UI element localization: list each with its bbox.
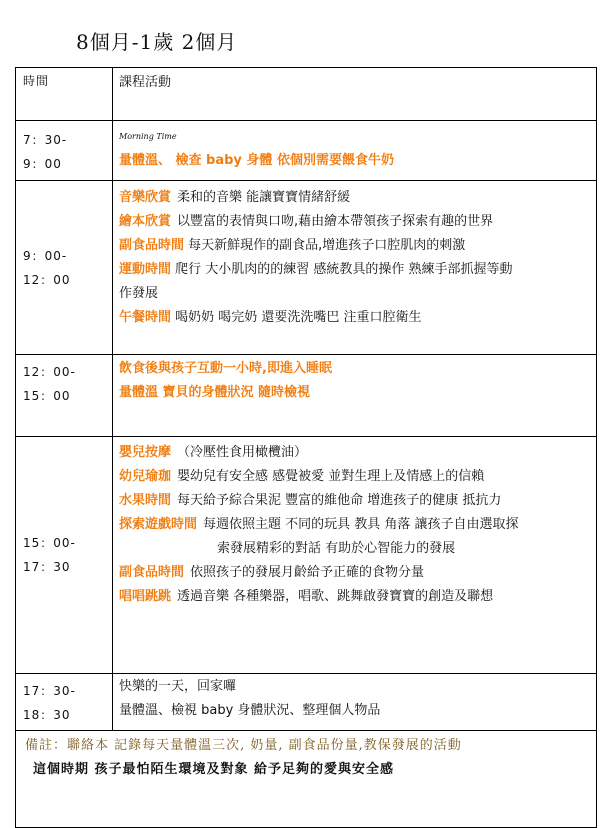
- activity-heading: 副食品時間: [119, 238, 185, 253]
- activity-line: 量體溫、檢視 baby 身體狀況、整理個人物品: [119, 703, 381, 718]
- activity-text: 依照孩子的發展月齡給予正確的食物分量: [190, 565, 425, 580]
- activity-heading: 唱唱跳跳: [119, 589, 172, 604]
- activity-line: [119, 306, 596, 330]
- table-header-row: [16, 68, 597, 121]
- table-row: [16, 181, 597, 355]
- table-row: [16, 437, 597, 674]
- activity-line: Morning Time: [119, 132, 177, 141]
- time-start: 9：00-: [23, 248, 68, 263]
- activity-cell: [113, 437, 597, 674]
- time-end: 15：00: [23, 389, 71, 403]
- activity-line: 作發展: [119, 286, 159, 301]
- time-start: 15：00-: [23, 536, 76, 550]
- activity-line: 量體溫 寶貝的身體狀況 隨時檢視: [119, 385, 311, 400]
- activity-line: 飲食後與孩子互動一小時,即進入睡眠: [119, 361, 332, 376]
- time-start: 7：30-: [23, 133, 68, 147]
- time-cell: [16, 674, 113, 731]
- activity-line: [119, 585, 596, 609]
- schedule-table: [15, 67, 597, 828]
- time-end: 17：30: [23, 560, 71, 574]
- header-time: 時間: [16, 68, 113, 121]
- activity-text: （冷壓性食用橄欖油）: [177, 445, 308, 460]
- activity-line: [119, 186, 596, 210]
- note-line: 這個時期 孩子最怕陌生環境及對象 給予足夠的愛與安全感: [33, 762, 395, 777]
- time-end: 9：00: [23, 157, 62, 171]
- activity-heading: 午餐時間: [119, 310, 172, 325]
- activity-text: 喝奶奶 喝完奶 還要洗洗嘴巴 注重口腔衛生: [175, 310, 422, 325]
- activity-line: [119, 441, 596, 465]
- activity-line: [119, 234, 596, 258]
- activity-text: 每週依照主題 不同的玩具 教具 角落 讓孩子自由選取探: [203, 517, 519, 532]
- activity-line: [119, 513, 596, 537]
- activity-cell: [113, 674, 597, 731]
- time-cell: [16, 355, 113, 437]
- activity-line: [119, 210, 596, 234]
- activity-heading: 幼兒瑜珈: [119, 469, 172, 484]
- activity-text: 嬰幼兒有安全感 感覺被愛 並對生理上及情感上的信賴: [177, 469, 485, 484]
- activity-heading: 嬰兒按摩: [119, 445, 172, 460]
- note-cell: [16, 731, 597, 828]
- activity-line: [119, 465, 596, 489]
- table-row: [16, 121, 597, 181]
- table-row: [16, 355, 597, 437]
- activity-text: 爬行 大小肌肉的的練習 感統教具的操作 熟練手部抓握等動: [175, 262, 513, 277]
- time-end: 18：30: [23, 708, 71, 722]
- activity-heading: 副食品時間: [119, 565, 185, 580]
- activity-line: 量體溫、 檢查 baby 身體 依個別需要餵食牛奶: [119, 153, 394, 168]
- table-row: [16, 674, 597, 731]
- table-row: [16, 731, 597, 828]
- page-title: 8個月-1歲 2個月: [76, 30, 238, 54]
- activity-line: 索發展精彩的對話 有助於心智能力的發展: [217, 541, 456, 556]
- activity-text: 每天給予綜合果泥 豐富的維他命 增進孩子的健康 抵抗力: [177, 493, 502, 508]
- time-cell: [16, 181, 113, 355]
- activity-heading: 運動時間: [119, 262, 172, 277]
- activity-heading: 水果時間: [119, 493, 172, 508]
- activity-text: 柔和的音樂 能讓寶寶情緒舒緩: [177, 190, 351, 205]
- time-cell: [16, 437, 113, 674]
- activity-text: 每天新鮮現作的副食品,增進孩子口腔肌肉的刺激: [188, 238, 466, 253]
- activity-cell: [113, 181, 597, 355]
- activity-heading: 繪本欣賞: [119, 214, 172, 229]
- time-start: 12：00-: [23, 365, 76, 379]
- time-start: 17：30-: [23, 684, 76, 698]
- activity-line: [119, 489, 596, 513]
- header-activity: 課程活動: [113, 68, 597, 121]
- activity-text: 透過音樂 各種樂器，唱歌、跳舞啟發寶寶的創造及聯想: [177, 589, 494, 604]
- time-cell: [16, 121, 113, 181]
- activity-line: 快樂的一天，回家囉: [119, 679, 237, 694]
- note-line: 備註：聯絡本 記錄每天量體溫三次, 奶量, 副食品份量,教保發展的活動: [25, 738, 462, 753]
- time-end: 12：00: [23, 272, 71, 287]
- activity-text: 以豐富的表情與口吻,藉由繪本帶領孩子探索有趣的世界: [177, 214, 494, 229]
- activity-line: [119, 258, 596, 282]
- activity-cell: [113, 355, 597, 437]
- activity-heading: 探索遊戲時間: [119, 517, 198, 532]
- activity-heading: 音樂欣賞: [119, 190, 172, 205]
- activity-cell: [113, 121, 597, 181]
- activity-line: [119, 561, 596, 585]
